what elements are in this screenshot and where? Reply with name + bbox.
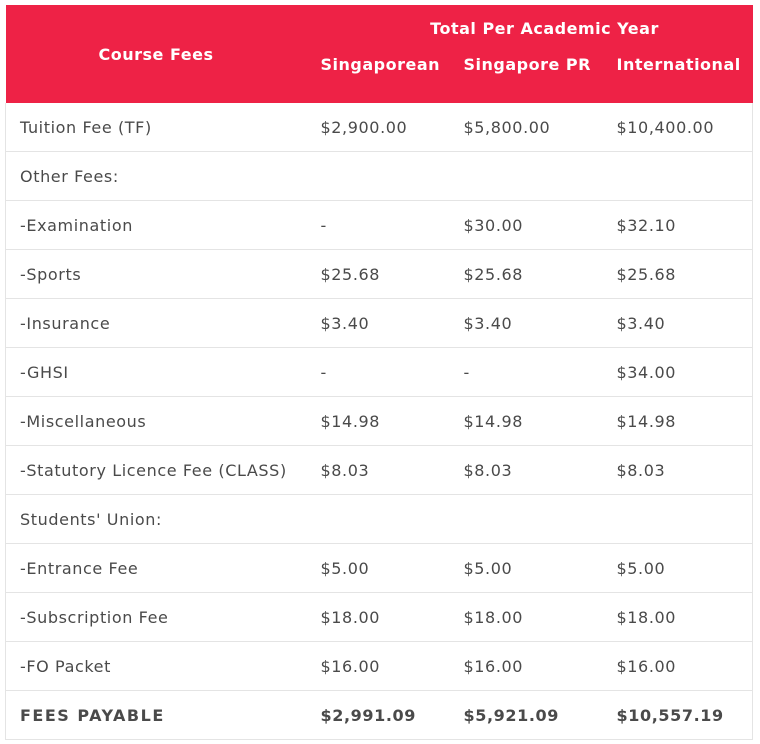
table-row bbox=[6, 103, 753, 152]
row-label: Other Fees: bbox=[6, 152, 307, 201]
singaporean-fee: $3.40 bbox=[307, 299, 450, 348]
table-row bbox=[6, 250, 753, 299]
singapore-pr-fee: $8.03 bbox=[450, 446, 603, 495]
international-fee: $25.68 bbox=[603, 250, 753, 299]
table-row bbox=[6, 348, 753, 397]
table-body bbox=[6, 103, 753, 740]
singaporean-total: $2,991.09 bbox=[307, 691, 450, 740]
singaporean-fee: $16.00 bbox=[307, 642, 450, 691]
table-row bbox=[6, 495, 753, 544]
table-row bbox=[6, 642, 753, 691]
singapore-pr-fee bbox=[450, 152, 603, 201]
international-fee bbox=[603, 152, 753, 201]
international-header: International bbox=[603, 51, 753, 103]
international-fee: $32.10 bbox=[603, 201, 753, 250]
international-total: $10,557.19 bbox=[603, 691, 753, 740]
table-header bbox=[6, 5, 753, 103]
international-fee: $10,400.00 bbox=[603, 103, 753, 152]
singapore-pr-fee: $5.00 bbox=[450, 544, 603, 593]
singaporean-fee: - bbox=[307, 201, 450, 250]
row-label: -GHSI bbox=[6, 348, 307, 397]
singaporean-header: Singaporean bbox=[307, 51, 450, 103]
fees-payable-row bbox=[6, 691, 753, 740]
singapore-pr-fee: $14.98 bbox=[450, 397, 603, 446]
singaporean-fee: $18.00 bbox=[307, 593, 450, 642]
singapore-pr-fee: $25.68 bbox=[450, 250, 603, 299]
singapore-pr-fee: $16.00 bbox=[450, 642, 603, 691]
singaporean-fee: $25.68 bbox=[307, 250, 450, 299]
row-label: Tuition Fee (TF) bbox=[6, 103, 307, 152]
international-fee bbox=[603, 495, 753, 544]
row-label: -Insurance bbox=[6, 299, 307, 348]
fees-payable-label: FEES PAYABLE bbox=[6, 691, 307, 740]
course-fees-header: Course Fees bbox=[6, 5, 307, 103]
row-label: -Entrance Fee bbox=[6, 544, 307, 593]
row-label: -Statutory Licence Fee (CLASS) bbox=[6, 446, 307, 495]
row-label: -Sports bbox=[6, 250, 307, 299]
international-fee: $18.00 bbox=[603, 593, 753, 642]
singaporean-fee: $5.00 bbox=[307, 544, 450, 593]
singaporean-fee: - bbox=[307, 348, 450, 397]
international-fee: $14.98 bbox=[603, 397, 753, 446]
international-fee: $34.00 bbox=[603, 348, 753, 397]
total-per-year-header: Total Per Academic Year bbox=[307, 5, 753, 51]
international-fee: $3.40 bbox=[603, 299, 753, 348]
singaporean-fee bbox=[307, 152, 450, 201]
table-row bbox=[6, 201, 753, 250]
singaporean-fee: $2,900.00 bbox=[307, 103, 450, 152]
singapore-pr-fee bbox=[450, 495, 603, 544]
singaporean-fee: $14.98 bbox=[307, 397, 450, 446]
singapore-pr-fee: $18.00 bbox=[450, 593, 603, 642]
table-row bbox=[6, 544, 753, 593]
international-fee: $16.00 bbox=[603, 642, 753, 691]
table-row bbox=[6, 152, 753, 201]
singapore-pr-fee: $5,800.00 bbox=[450, 103, 603, 152]
row-label: -Miscellaneous bbox=[6, 397, 307, 446]
singapore-pr-header: Singapore PR bbox=[450, 51, 603, 103]
table-row bbox=[6, 446, 753, 495]
singaporean-fee bbox=[307, 495, 450, 544]
row-label: Students' Union: bbox=[6, 495, 307, 544]
fees-table-container bbox=[5, 5, 752, 740]
singapore-pr-fee: - bbox=[450, 348, 603, 397]
row-label: -Examination bbox=[6, 201, 307, 250]
singaporean-fee: $8.03 bbox=[307, 446, 450, 495]
singapore-pr-fee: $30.00 bbox=[450, 201, 603, 250]
singapore-pr-total: $5,921.09 bbox=[450, 691, 603, 740]
table-row bbox=[6, 593, 753, 642]
singapore-pr-fee: $3.40 bbox=[450, 299, 603, 348]
course-fees-table bbox=[5, 5, 753, 740]
international-fee: $8.03 bbox=[603, 446, 753, 495]
row-label: -FO Packet bbox=[6, 642, 307, 691]
table-row bbox=[6, 299, 753, 348]
row-label: -Subscription Fee bbox=[6, 593, 307, 642]
international-fee: $5.00 bbox=[603, 544, 753, 593]
table-row bbox=[6, 397, 753, 446]
